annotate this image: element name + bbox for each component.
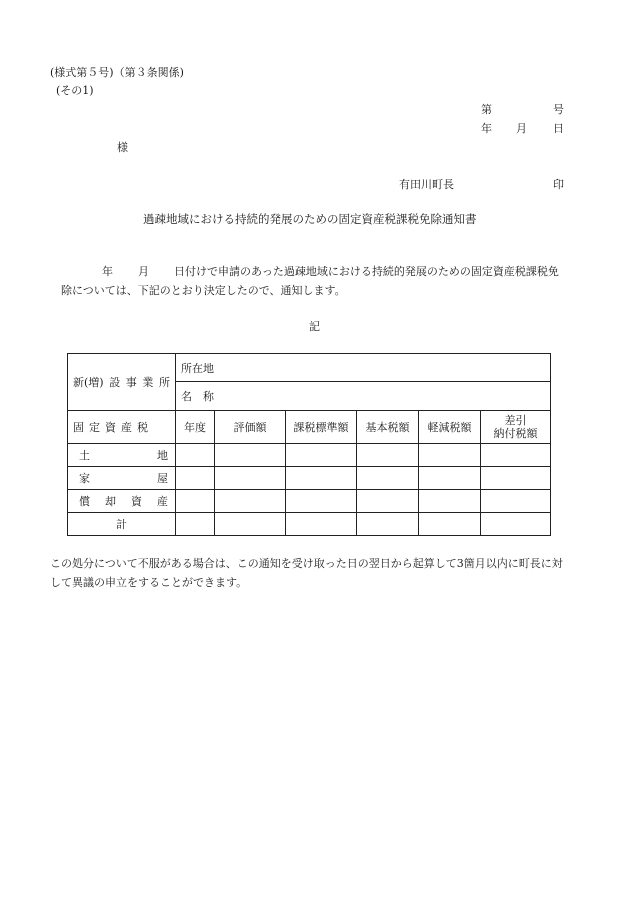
row-label-land: 土 地 bbox=[68, 444, 176, 467]
body-month-label: 月 bbox=[138, 265, 149, 278]
name-label: 名 称 bbox=[181, 390, 214, 403]
row-label-house: 家 屋 bbox=[68, 467, 176, 490]
col-header-fiscal-year: 年度 bbox=[176, 411, 215, 444]
row-label-total: 計 bbox=[68, 513, 176, 536]
col-header-net-tax: 差引 納付税額 bbox=[481, 411, 551, 444]
table-row bbox=[68, 513, 551, 536]
table-row bbox=[68, 444, 551, 467]
row-label-depreciable-assets: 償 却 資 産 bbox=[68, 490, 176, 513]
table-row bbox=[68, 490, 551, 513]
date-month-label: 月 bbox=[516, 122, 527, 135]
facility-label: 新(増) 設 事 業 所 bbox=[73, 376, 170, 389]
name-cell bbox=[176, 382, 551, 411]
date-day-label: 日 bbox=[553, 122, 564, 135]
col-header-tax-base: 課税標準額 bbox=[286, 411, 357, 444]
appeal-notice-line-1: この処分について不服がある場合は、この通知を受け取った日の翌日から起算して3箇月以内に町長に対 bbox=[50, 557, 563, 570]
issuer-label: 有田川町長 bbox=[399, 178, 454, 191]
tax-label-cell bbox=[68, 411, 176, 444]
tax-exemption-table bbox=[67, 353, 551, 536]
col-header-base-tax: 基本税額 bbox=[357, 411, 419, 444]
body-line-2: 除については、下記のとおり決定したので、通知します。 bbox=[61, 284, 346, 297]
col-header-reduced-tax: 軽減税額 bbox=[419, 411, 481, 444]
tax-label: 固定資産税 bbox=[73, 421, 153, 434]
addressee-honorific: 様 bbox=[117, 141, 128, 154]
form-number-label: (様式第５号)（第３条関係) bbox=[50, 66, 184, 79]
col-header-assessed-value: 評価額 bbox=[215, 411, 286, 444]
location-label: 所在地 bbox=[181, 361, 214, 375]
form-sub-number-label: (その1) bbox=[56, 84, 94, 97]
body-year-label: 年 bbox=[102, 265, 113, 278]
ki-label: 記 bbox=[309, 320, 320, 333]
body-line-1-text: 日付けで申請のあった過疎地域における持続的発展のための固定資産税課税免 bbox=[174, 265, 559, 278]
document-number-prefix: 第 bbox=[481, 103, 492, 116]
appeal-notice-line-2: して異議の申立をすることができます。 bbox=[50, 576, 248, 589]
document-number-suffix: 号 bbox=[553, 103, 564, 116]
location-cell bbox=[176, 354, 551, 382]
table-row bbox=[68, 467, 551, 490]
seal-label: 印 bbox=[553, 178, 564, 191]
document-title: 過疎地域における持続的発展のための固定資産税課税免除通知書 bbox=[143, 212, 477, 226]
facility-label-cell bbox=[68, 354, 176, 411]
date-year-label: 年 bbox=[481, 122, 492, 135]
body-line-1 bbox=[102, 265, 559, 279]
